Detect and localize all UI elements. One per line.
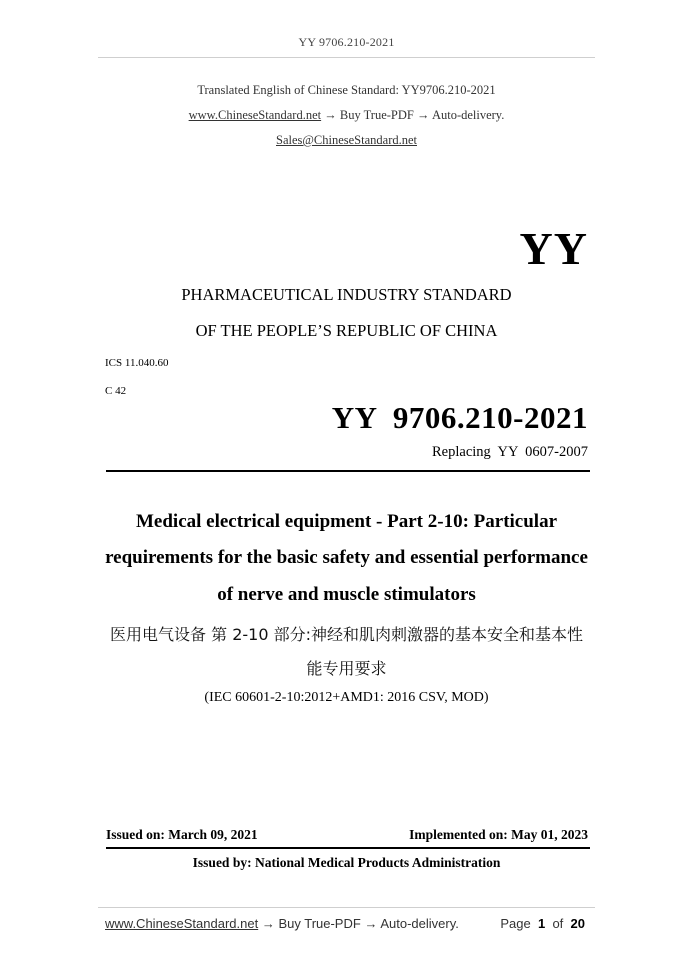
dates-divider: [106, 847, 590, 849]
title-divider: [106, 470, 590, 472]
footer-promo: [105, 916, 459, 931]
implemented-on-date: Implemented on: May 01, 2023: [409, 827, 588, 842]
arrow-icon: →: [364, 916, 378, 931]
auto-delivery-text: Auto-delivery.: [431, 108, 505, 122]
ics-code: ICS 11.040.60: [105, 357, 169, 369]
standard-logo: YY: [519, 223, 588, 274]
iec-reference: (IEC 60601-2-10:2012+AMD1: 2016 CSV, MOD): [204, 690, 489, 705]
page-of: of: [552, 916, 564, 931]
country-heading: OF THE PEOPLE’S REPUBLIC OF CHINA: [195, 321, 498, 340]
footer-auto-text: Auto-delivery.: [380, 916, 459, 931]
header-divider: [98, 57, 595, 58]
page-label: Page: [500, 916, 531, 931]
industry-standard-heading: PHARMACEUTICAL INDUSTRY STANDARD: [181, 285, 512, 304]
footer-site-link[interactable]: www.ChineseStandard.net: [105, 916, 259, 931]
standard-number: YY 9706.210-2021: [331, 400, 588, 435]
arrow-icon: →: [324, 108, 337, 122]
chinese-title-line: 医用电气设备 第 2-10 部分:神经和肌肉刺激器的基本安全和基本性: [110, 625, 583, 644]
page-total: 20: [570, 916, 585, 931]
footer-buy-text: Buy True-PDF: [278, 916, 361, 931]
issued-on-date: Issued on: March 09, 2021: [106, 827, 258, 842]
sales-line: [0, 133, 693, 148]
issuing-authority: Issued by: National Medical Products Administration: [192, 855, 501, 870]
running-header: YY 9706.210-2021: [298, 35, 395, 49]
page-indicator: [500, 916, 585, 931]
document-title-line: Medical electrical equipment - Part 2-10: Particular: [135, 511, 558, 532]
sales-email-link[interactable]: Sales@ChineseStandard.net: [276, 133, 417, 147]
buy-pdf-text: Buy True-PDF: [339, 108, 414, 122]
arrow-icon: →: [261, 916, 275, 931]
page-current: 1: [537, 916, 546, 931]
document-title-line: requirements for the basic safety and essential performance: [105, 547, 588, 568]
footer-divider: [98, 907, 595, 908]
arrow-icon: →: [417, 108, 430, 122]
document-title-line: of nerve and muscle stimulators: [217, 584, 476, 605]
translated-note: Translated English of Chinese Standard: YY9706.210-2021: [197, 83, 496, 97]
chinese-title-line: 能专用要求: [306, 659, 387, 678]
ccs-code: C 42: [105, 385, 127, 397]
promo-line: [0, 108, 693, 123]
site-link[interactable]: www.ChineseStandard.net: [188, 108, 322, 122]
replacing-note: Replacing YY 0607-2007: [432, 444, 588, 460]
